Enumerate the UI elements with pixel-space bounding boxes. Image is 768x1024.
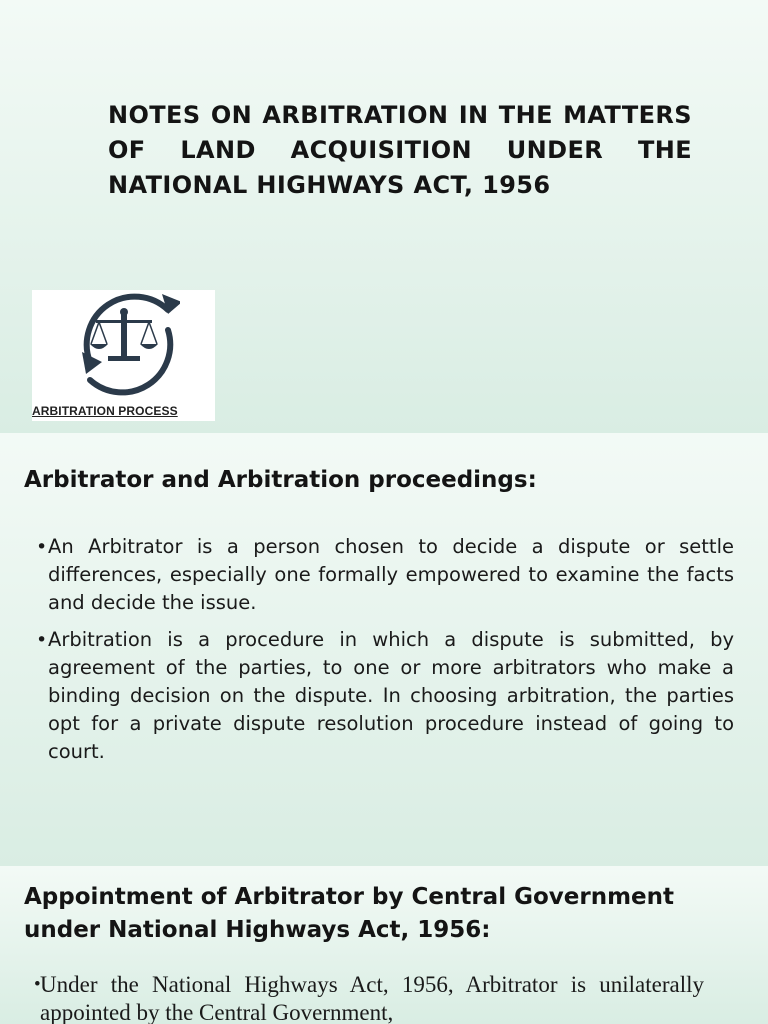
bullet-list [36, 533, 734, 775]
bullet-marker: • [36, 629, 48, 651]
bullet-list [34, 971, 704, 1024]
section-heading: Arbitrator and Arbitration proceedings: [24, 467, 537, 493]
scales-of-justice-icon [68, 290, 180, 402]
bullet-item [34, 971, 704, 1024]
bullet-text: An Arbitrator is a person chosen to decide a dispute or settle differences, especially one formally empowered to examine the facts and decide the issue. [48, 535, 734, 614]
document-title: NOTES ON ARBITRATION IN THE MATTERS OF LAND ACQUISITION UNDER THE NATIONAL HIGHWAYS ACT, 1956 [108, 101, 692, 199]
title-slide [0, 0, 768, 433]
section-heading: Appointment of Arbitrator by Central Government under National Highways Act, 1956: [24, 884, 675, 943]
bullet-marker: • [34, 974, 41, 995]
logo-caption: ARBITRATION PROCESS [32, 404, 178, 418]
bullet-text: Under the National Highways Act, 1956, Arbitrator is unilaterally appointed by the Central Government, [40, 972, 704, 1024]
bullet-item [36, 533, 734, 617]
definitions-slide [0, 433, 768, 866]
bullet-item [36, 626, 734, 766]
bullet-marker: • [36, 536, 48, 558]
bullet-text: Arbitration is a procedure in which a dispute is submitted, by agreement of the parties, to one or more arbitrators who make a binding decision on the dispute. In choosing arbitration, the parties opt for a private dispute resolution procedure instead of going to court. [48, 628, 734, 763]
appointment-slide [0, 866, 768, 1024]
arbitration-logo [32, 290, 215, 421]
